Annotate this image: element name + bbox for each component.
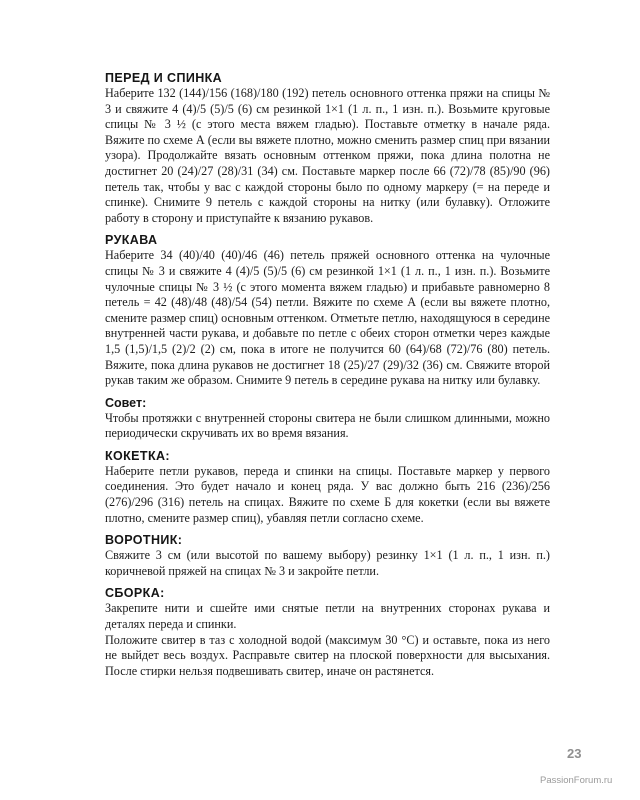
section-text: Наберите 34 (40)/40 (40)/46 (46) петель пряжей основного оттенка на чулочные спицы № 3 и свяжите 4 (4)/5 (5)/5 (6) см резинкой 1×1 (1 л. п., 1 изн. п.). Возьмите чулочные спицы № 3 ½ (с этого момента вяжем гладью) и прибавьте равномерно 8 петель = 42 (48)/48 (48)/54 (54) петли. Вяжите по схеме А (если вы вяжете плотно, смените размер спиц) основным оттенком. Отметьте петлю, находящуюся в середине внутренней части рукава, и добавьте по петле с обеих сторон отметки через каждые 1,5 (1,5)/1,5 (2)/2 (2) см, пока в итоге не получится 60 (64)/68 (72)/76 (80) петель. Вяжите, пока длина рукавов не достигнет 18 (25)/27 (29)/32 (36) см. Свяжите второй рукав таким же образом. Снимите 9 петель в середине рукава на нитку или булавку. bbox=[105, 248, 550, 388]
watermark: PassionForum.ru bbox=[540, 775, 613, 786]
section-heading: ВОРОТНИК: bbox=[105, 533, 183, 548]
section-heading: РУКАВА bbox=[105, 233, 158, 248]
section-text: Наберите 132 (144)/156 (168)/180 (192) петель основного оттенка пряжи на спицы № 3 и свяжите 4 (4)/5 (5)/5 (6) см резинкой 1×1 (1 л. п., 1 изн. п.). Возьмите круговые спицы № 3 ½ (с этого места вяжем гладью). Поставьте отметку в начале ряда. Вяжите по схеме А (если вы вяжете плотно, можно сменить размер спиц при вязании узора). Продолжайте вязать основным оттенком пряжи, пока длина полотна не достигнет 20 (24)/27 (28)/31 (34) см. Поставьте маркер после 66 (72)/78 (85)/90 (96) петель так, чтобы у вас с каждой стороны было по одному маркеру (= на переде и спинке). Снимите 9 петель с каждой стороны на нитку (или булавку). Отложите работу в сторону и приступайте к вязанию рукавов. bbox=[105, 86, 550, 225]
section-front-back bbox=[105, 70, 550, 226]
page-number: 23 bbox=[567, 746, 582, 761]
section-text: Свяжите 3 см (или высотой по вашему выбору) резинку 1×1 (1 л. п., 1 изн. п.) коричневой пряжей на спицах № 3 и закройте петли. bbox=[105, 548, 550, 578]
section-tip bbox=[105, 395, 550, 442]
section-sleeves bbox=[105, 232, 550, 388]
section-heading: СБОРКА: bbox=[105, 586, 165, 601]
document-body bbox=[105, 70, 550, 679]
section-text: Чтобы протяжки с внутренней стороны свитера не были слишком длинными, можно периодически скручивать их во время вязания. bbox=[105, 410, 550, 441]
section-text: Наберите петли рукавов, переда и спинки на спицы. Поставьте маркер у первого соединения. Это будет начало и конец ряда. У вас должно быть 216 (236)/256 (276)/296 (316) петель на спицах. Вяжите по схеме Б для кокетки (если вы вяжете плотно, смените размер спиц), убавляя петли согласно схеме. bbox=[105, 463, 550, 525]
section-heading: КОКЕТКА: bbox=[105, 448, 170, 463]
section-text: Закрепите нити и сшейте ими снятые петли на внутренних сторонах рукава и деталях переда и спинки. bbox=[105, 601, 550, 632]
section-yoke bbox=[105, 448, 550, 526]
section-text-continued: Положите свитер в таз с холодной водой (максимум 30 °C) и оставьте, пока из него не выйдет весь воздух. Расправьте свитер на плоской поверхности для высыхания. После стирки нельзя подвешивать свитер, иначе он растянется. bbox=[105, 632, 550, 678]
section-collar bbox=[105, 532, 550, 579]
section-assembly bbox=[105, 585, 550, 679]
section-heading: Совет: bbox=[105, 395, 147, 410]
section-heading: ПЕРЕД И СПИНКА bbox=[105, 71, 223, 85]
